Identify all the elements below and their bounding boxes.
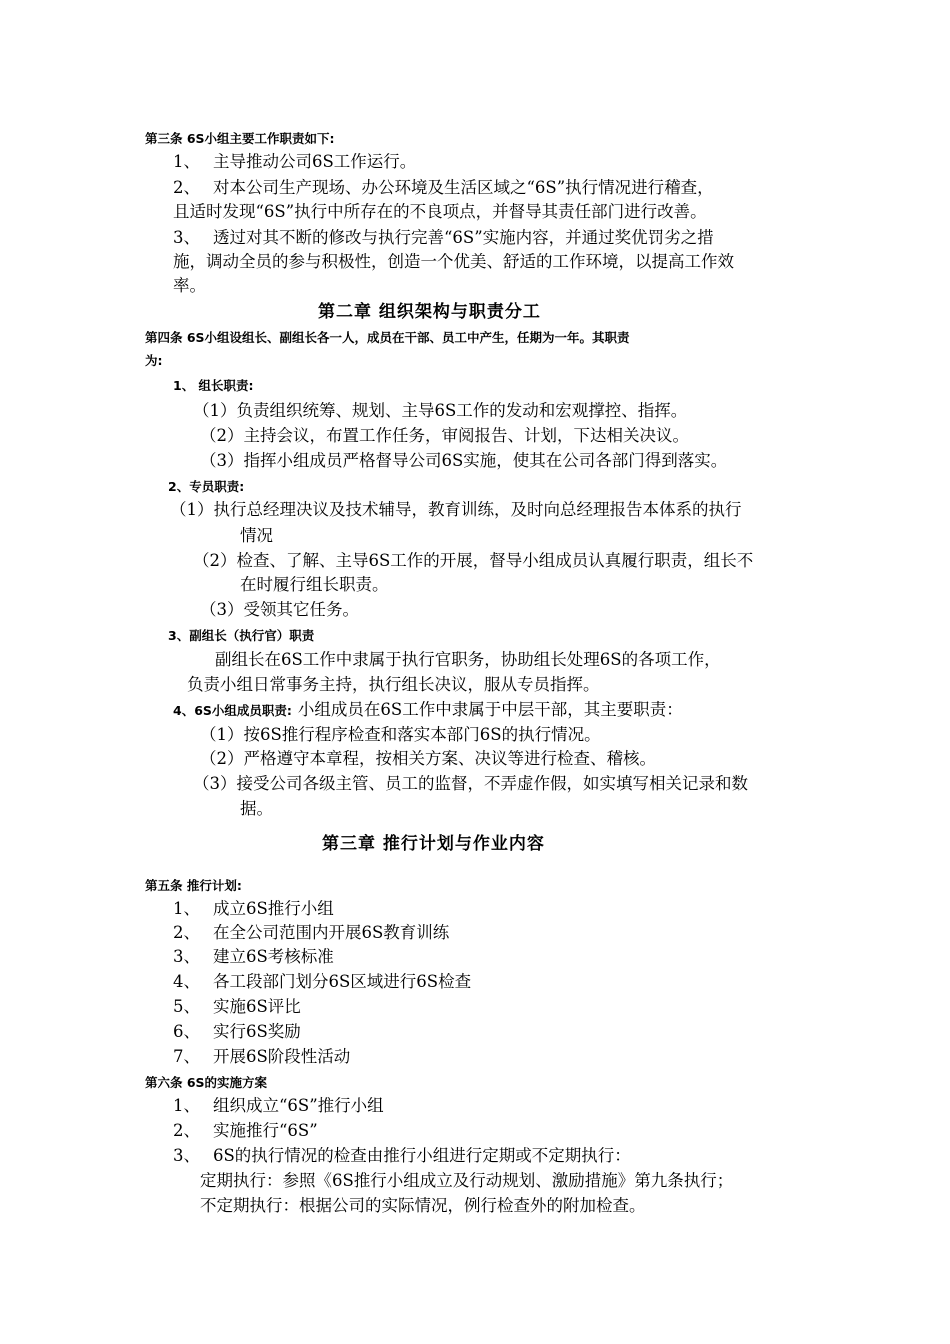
plan-item-2: 2、 在全公司范围内开展6S教育训练 [173,923,450,942]
article-4-heading: 第四条 6S小组设组长、副组长各一人，成员在干部、员工中产生，任期为一年。其职责 [145,330,630,345]
leader-duty-1: （1）负责组织统筹、规划、主导6S工作的发动和宏观撑控、指挥。 [193,401,688,420]
specialist-duty-2-cont: 在时履行组长职责。 [240,575,389,594]
deputy-duty-line-1: 副组长在6S工作中隶属于执行官职务，协助组长处理6S的各项工作， [215,650,721,669]
section-specialist-title: 2、专员职责: [168,479,245,494]
specialist-duty-1: （1）执行总经理决议及技术辅导，教育训练，及时向总经理报告本体系的执行 [170,500,742,519]
scheme-item-1: 1、 组织成立“6S”推行小组 [173,1096,384,1115]
article-3-item-3-cont2: 率。 [173,276,206,295]
scheme-item-2: 2、 实施推行“6S” [173,1121,318,1140]
article-6-heading: 第六条 6S的实施方案 [145,1075,268,1090]
scheme-item-3: 3、 6S的执行情况的检查由推行小组进行定期或不定期执行： [173,1146,631,1165]
article-3-item-1: 1、 主导推动公司6S工作运行。 [173,152,417,171]
member-duty-1: （1）按6S推行程序检查和落实本部门6S的执行情况。 [200,725,601,744]
member-duty-2: （2）严格遵守本章程，按相关方案、决议等进行检查、稽核。 [200,749,656,768]
plan-item-7: 7、 开展6S阶段性活动 [173,1047,351,1066]
plan-item-6: 6、 实行6S奖励 [173,1022,301,1041]
member-duty-3: （3）接受公司各级主管、员工的监督，不弄虚作假，如实填写相关记录和数 [193,774,748,793]
chapter-3-title: 第三章 推行计划与作业内容 [322,834,545,854]
article-5-heading: 第五条 推行计划: [145,878,242,893]
leader-duty-2: （2）主持会议，布置工作任务，审阅报告、计划，下达相关决议。 [200,426,689,445]
article-3-item-3-cont: 施，调动全员的参与积极性，创造一个优美、舒适的工作环境，以提高工作效 [173,252,734,271]
section-leader-title: 1、 组长职责: [173,378,254,393]
member-duty-3-cont: 据。 [240,799,273,818]
scheme-periodic: 定期执行：参照《6S推行小组成立及行动规划、激励措施》第九条执行； [200,1171,734,1190]
plan-item-3: 3、 建立6S考核标准 [173,947,334,966]
specialist-duty-3: （3）受领其它任务。 [200,600,359,619]
article-3-item-3: 3、 透过对其不断的修改与执行完善“6S”实施内容，并通过奖优罚劣之措 [173,228,714,247]
plan-item-4: 4、 各工段部门划分6S区域进行6S检查 [173,972,472,991]
deputy-duty-line-2: 负责小组日常事务主持，执行组长决议，服从专员指挥。 [187,675,600,694]
leader-duty-3: （3）指挥小组成员严格督导公司6S实施，使其在公司各部门得到落实。 [200,451,728,470]
article-3-item-2: 2、 对本公司生产现场、办公环境及生活区域之“6S”执行情况进行稽查， [173,178,714,197]
article-4-heading-cont: 为: [145,353,163,368]
scheme-irregular: 不定期执行：根据公司的实际情况，例行检查外的附加检查。 [200,1196,646,1215]
specialist-duty-1-cont: 情况 [240,526,273,545]
chapter-2-title: 第二章 组织架构与职责分工 [318,302,541,322]
article-3-heading: 第三条 6S小组主要工作职责如下: [145,131,335,146]
plan-item-1: 1、 成立6S推行小组 [173,899,334,918]
specialist-duty-2: （2）检查、了解、主导6S工作的开展，督导小组成员认真履行职责，组长不 [193,551,754,570]
plan-item-5: 5、 实施6S评比 [173,997,301,1016]
article-3-item-2-cont: 且适时发现“6S”执行中所存在的不良项点，并督导其责任部门进行改善。 [173,202,707,221]
section-member-title: 4、6S小组成员职责: 小组成员在6S工作中隶属于中层干部，其主要职责： [173,700,683,719]
section-deputy-title: 3、副组长（执行官）职责 [168,628,315,643]
